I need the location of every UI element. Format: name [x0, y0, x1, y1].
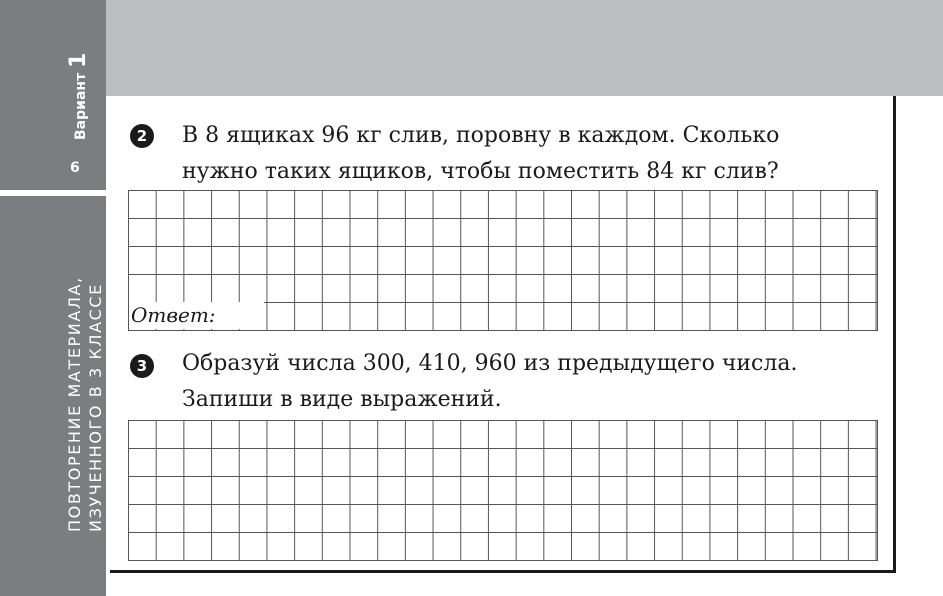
task-3-line-2: Запиши в виде выражений. — [182, 387, 502, 412]
task-3-answer-grid[interactable] — [128, 420, 878, 561]
task-3-line-1: Образуй числа 300, 410, 960 из предыдущего числа. — [182, 351, 798, 376]
task-2-number-badge: 2 — [130, 124, 154, 148]
task-2-text — [182, 118, 779, 190]
section-title — [64, 276, 106, 532]
variant-number: 1 — [66, 52, 91, 68]
task-2-line-1: В 8 ящиках 96 кг слив, поровну в каждом. Сколько — [182, 123, 780, 148]
section-title-line-1: ПОВТОРЕНИЕ МАТЕРИАЛА, — [65, 276, 84, 532]
answer-label: Ответ: — [129, 302, 264, 329]
header-band — [0, 0, 943, 96]
section-title-line-2: ИЗУЧЕННОГО В 3 КЛАССЕ — [86, 283, 105, 532]
variant-word: Вариант — [73, 72, 89, 140]
task-2-line-2: нужно таких ящиков, чтобы поместить 84 кг слив? — [182, 159, 779, 184]
page-number: 6 — [70, 160, 80, 176]
variant-label — [66, 53, 91, 140]
task-3-text — [182, 346, 797, 418]
task-3-number-badge: 3 — [130, 354, 154, 378]
